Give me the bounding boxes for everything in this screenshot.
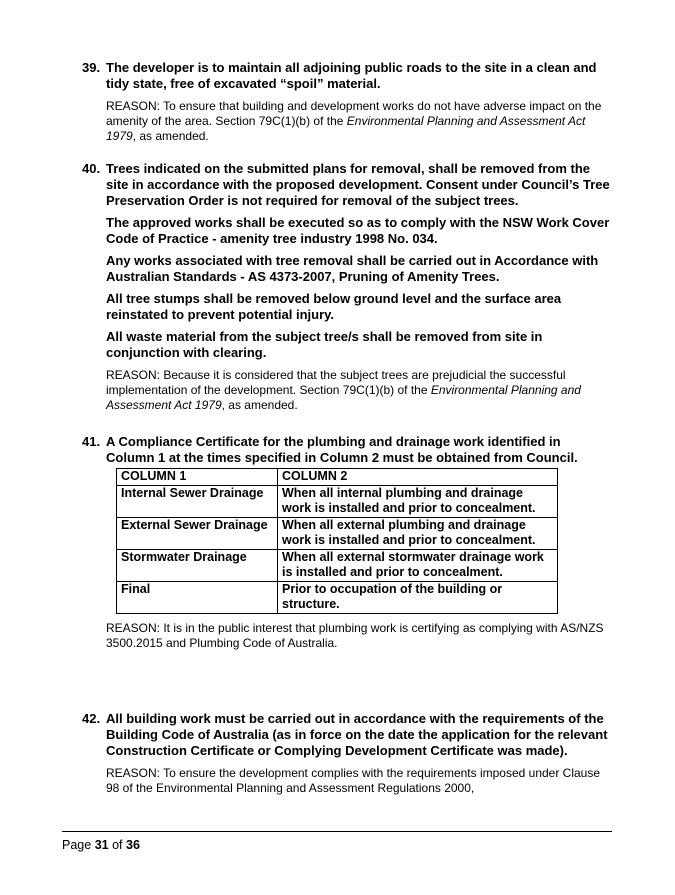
condition-heading: The developer is to maintain all adjoining public roads to the site in a clean and tidy state, free of excavated “spoil” material. [106, 60, 597, 91]
compliance-table [116, 468, 558, 614]
condition-reason: REASON: To ensure the development complies with the requirements imposed under Clause 98 of the Environmental Planning and Assessment Regulations 2000, [106, 766, 601, 795]
page-label: Page [62, 838, 92, 852]
page-footer [62, 838, 140, 852]
table-cell: Prior to occupation of the building or structure. [278, 581, 558, 613]
condition-41 [82, 434, 612, 651]
condition-number: 41. [82, 434, 101, 449]
table-row [117, 485, 558, 517]
table-cell: Stormwater Drainage [117, 549, 278, 581]
condition-number: 40. [82, 161, 101, 176]
condition-paragraph: All waste material from the subject tree/s shall be removed from site in conjunction with clearing. [106, 329, 543, 360]
table-cell: Internal Sewer Drainage [117, 485, 278, 517]
condition-reason: REASON: Because it is considered that the subject trees are prejudicial the successful implementation of the development. Section 79C(1)(b) of the Environmental Planning and Assessment Act 1979, as amended. [106, 368, 581, 412]
condition-paragraph: The approved works shall be executed so as to comply with the NSW Work Cover Code of Practice - amenity tree industry 1998 No. 034. [106, 215, 610, 246]
condition-number: 39. [82, 60, 101, 75]
act-title: Environmental Planning and Assessment Act 1979 [106, 383, 581, 412]
table-row [117, 549, 558, 581]
condition-heading: All building work must be carried out in accordance with the requirements of the Building Code of Australia (as in force on the date the application for the relevant Construction Certificate or Complying Development Certificate was made). [106, 711, 608, 758]
table-cell: When all external stormwater drainage work is installed and prior to concealment. [278, 549, 558, 581]
table-cell: When all external plumbing and drainage work is installed and prior to concealment. [278, 517, 558, 549]
condition-number: 42. [82, 711, 101, 726]
table-cell: When all internal plumbing and drainage work is installed and prior to concealment. [278, 485, 558, 517]
condition-reason: REASON: It is in the public interest that plumbing work is certifying as complying with AS/NZS 3500.2015 and Plumbing Code of Australia. [106, 620, 604, 650]
condition-heading: Trees indicated on the submitted plans for removal, shall be removed from the site in accordance with the proposed development. Consent under Council’s Tree Preservation Order is not required for removal of the subject trees. [106, 161, 610, 208]
footer-divider [62, 831, 612, 832]
table-row [117, 517, 558, 549]
table-cell: External Sewer Drainage [117, 517, 278, 549]
table-header: COLUMN 1 [117, 469, 278, 486]
condition-heading: A Compliance Certificate for the plumbing and drainage work identified in Column 1 at the times specified in Column 2 must be obtained from Council. [106, 434, 578, 465]
condition-40 [82, 161, 612, 413]
condition-reason: REASON: To ensure that building and development works do not have adverse impact on the amenity of the area. Section 79C(1)(b) of the Environmental Planning and Assessment Act 1979, as amended. [106, 99, 602, 143]
total-pages-number: 36 [126, 838, 140, 852]
table-header: COLUMN 2 [278, 469, 558, 486]
condition-39 [82, 60, 612, 144]
condition-paragraph: All tree stumps shall be removed below ground level and the surface area reinstated to prevent potential injury. [106, 291, 562, 322]
condition-paragraph: Any works associated with tree removal shall be carried out in Accordance with Australian Standards - AS 4373-2007, Pruning of Amenity Trees. [106, 253, 599, 284]
condition-42 [82, 711, 612, 796]
table-header-row [117, 469, 558, 486]
of-label: of [112, 838, 123, 852]
table-row [117, 581, 558, 613]
act-title: Environmental Planning and Assessment Act 1979 [106, 114, 586, 143]
current-page-number: 31 [94, 838, 109, 852]
table-cell: Final [117, 581, 278, 613]
